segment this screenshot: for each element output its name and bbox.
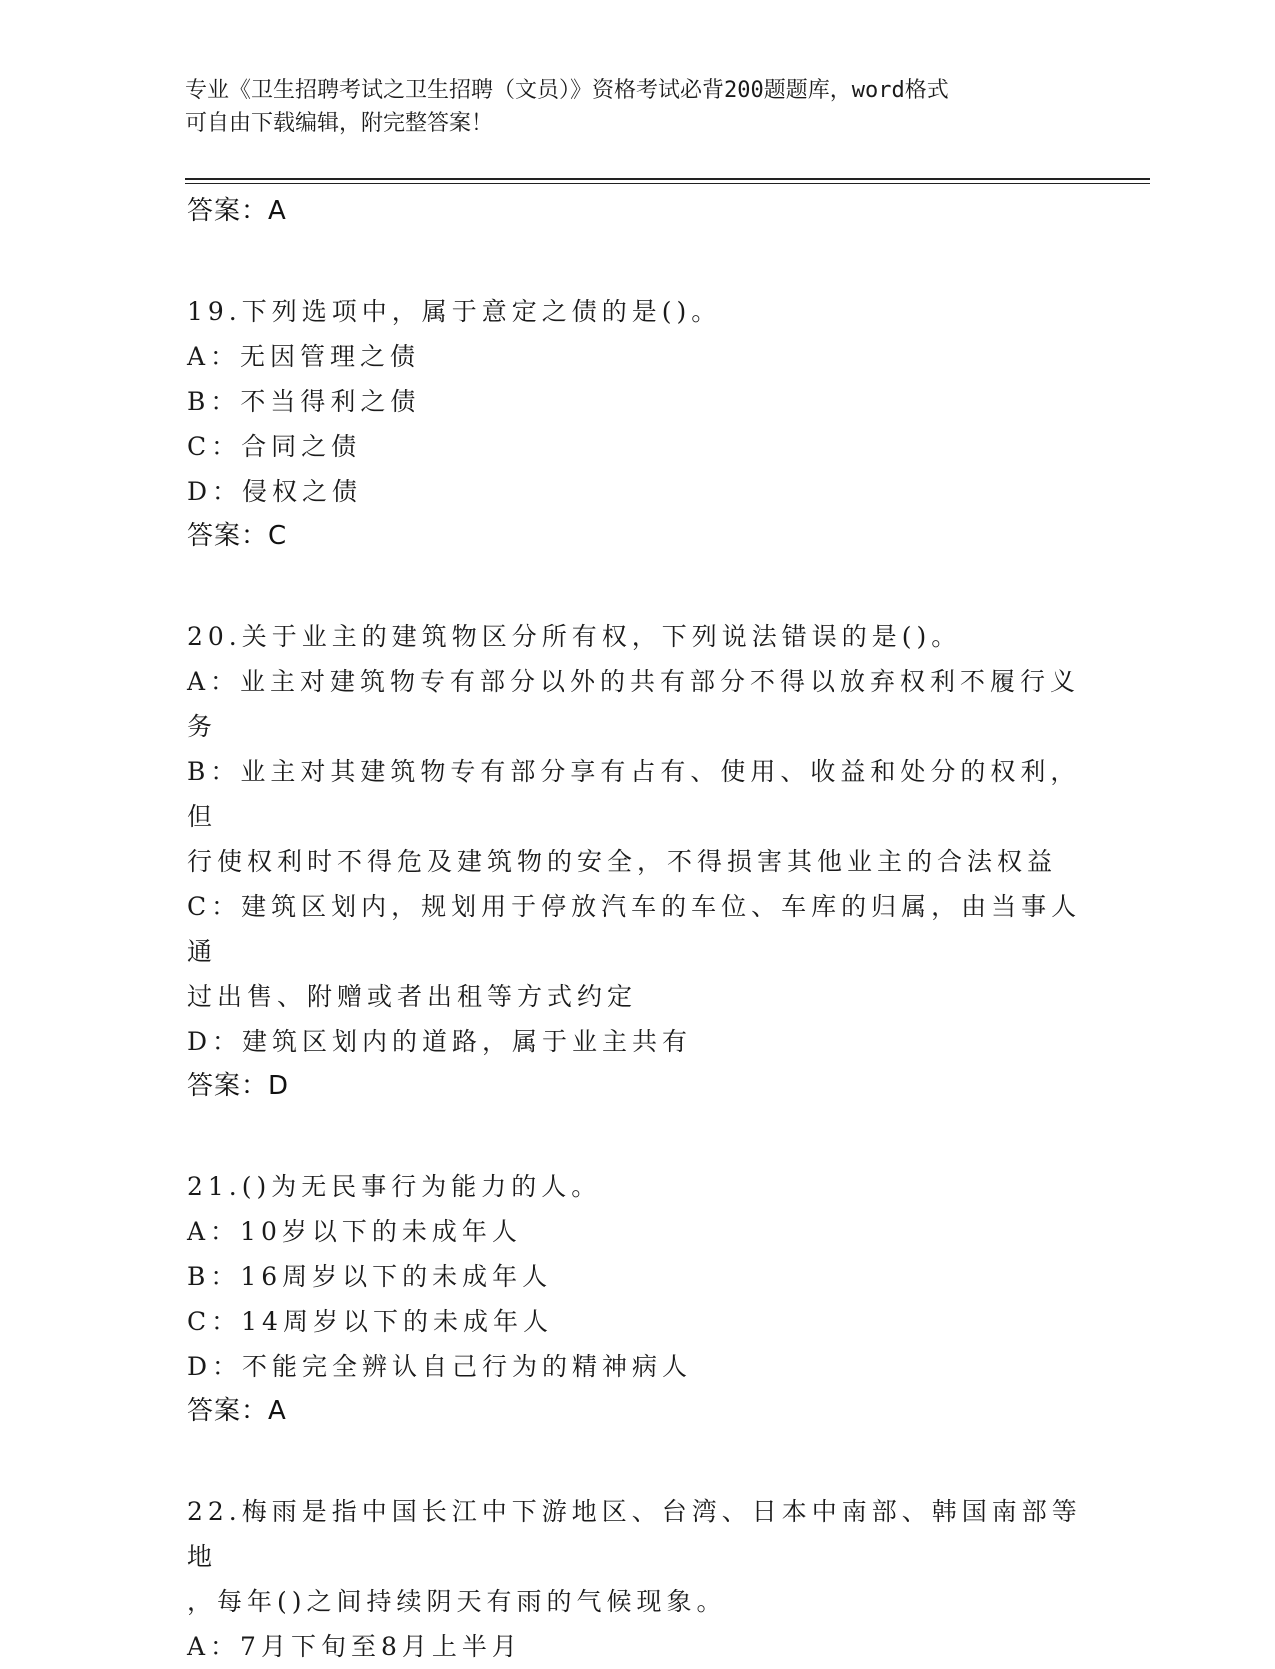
answer: 答案：D [187,1071,290,1101]
question-20 [187,614,1107,1108]
document-header [185,74,1085,140]
option-c: C：合同之债 [187,432,362,461]
option-a: A：无因管理之债 [187,342,421,371]
header-line-1: 专业《卫生招聘考试之卫生招聘（文员）》资格考试必背200题题库，word格式 [185,78,949,103]
question-stem: 21.()为无民事行为能力的人。 [187,1172,602,1201]
previous-answer: 答案：A [187,196,287,226]
header-line-2: 可自由下载编辑，附完整答案！ [185,111,494,136]
question-stem-continued: ，每年()之间持续阴天有雨的气候现象。 [187,1587,727,1616]
spacer [187,558,1107,614]
option-b: B：16周岁以下的未成年人 [187,1262,553,1291]
spacer [187,233,1107,289]
header-divider-thick [185,178,1150,180]
question-22 [187,1489,1107,1669]
answer: 答案：C [187,521,288,551]
option-c: C：14周岁以下的未成年人 [187,1307,553,1336]
question-19 [187,289,1107,558]
question-stem: 19.下列选项中，属于意定之债的是()。 [187,297,722,326]
question-list [187,189,1107,1669]
option-d: D：侵权之债 [187,477,363,506]
option-a: A：业主对建筑物专有部分以外的共有部分不得以放弃权利不履行义务 [187,667,1081,741]
question-stem: 20.关于业主的建筑物区分所有权，下列说法错误的是()。 [187,622,962,651]
answer: 答案：A [187,1396,287,1426]
option-b-continued: 行使权利时不得危及建筑物的安全，不得损害其他业主的合法权益 [187,847,1058,876]
option-b: B：业主对其建筑物专有部分享有占有、使用、收益和处分的权利，但 [187,757,1081,831]
question-21 [187,1164,1107,1433]
option-b: B：不当得利之债 [187,387,421,416]
option-d: D：建筑区划内的道路，属于业主共有 [187,1027,693,1056]
spacer [187,1433,1107,1489]
header-divider-thin [185,183,1150,184]
option-a: A：7月下旬至8月上半月 [187,1632,522,1661]
spacer [187,1108,1107,1164]
question-stem: 22.梅雨是指中国长江中下游地区、台湾、日本中南部、韩国南部等地 [187,1497,1082,1571]
option-c: C：建筑区划内，规划用于停放汽车的车位、车库的归属，由当事人通 [187,892,1082,966]
option-c-continued: 过出售、附赠或者出租等方式约定 [187,982,638,1011]
option-a: A：10岁以下的未成年人 [187,1217,522,1246]
option-d: D：不能完全辨认自己行为的精神病人 [187,1352,693,1381]
